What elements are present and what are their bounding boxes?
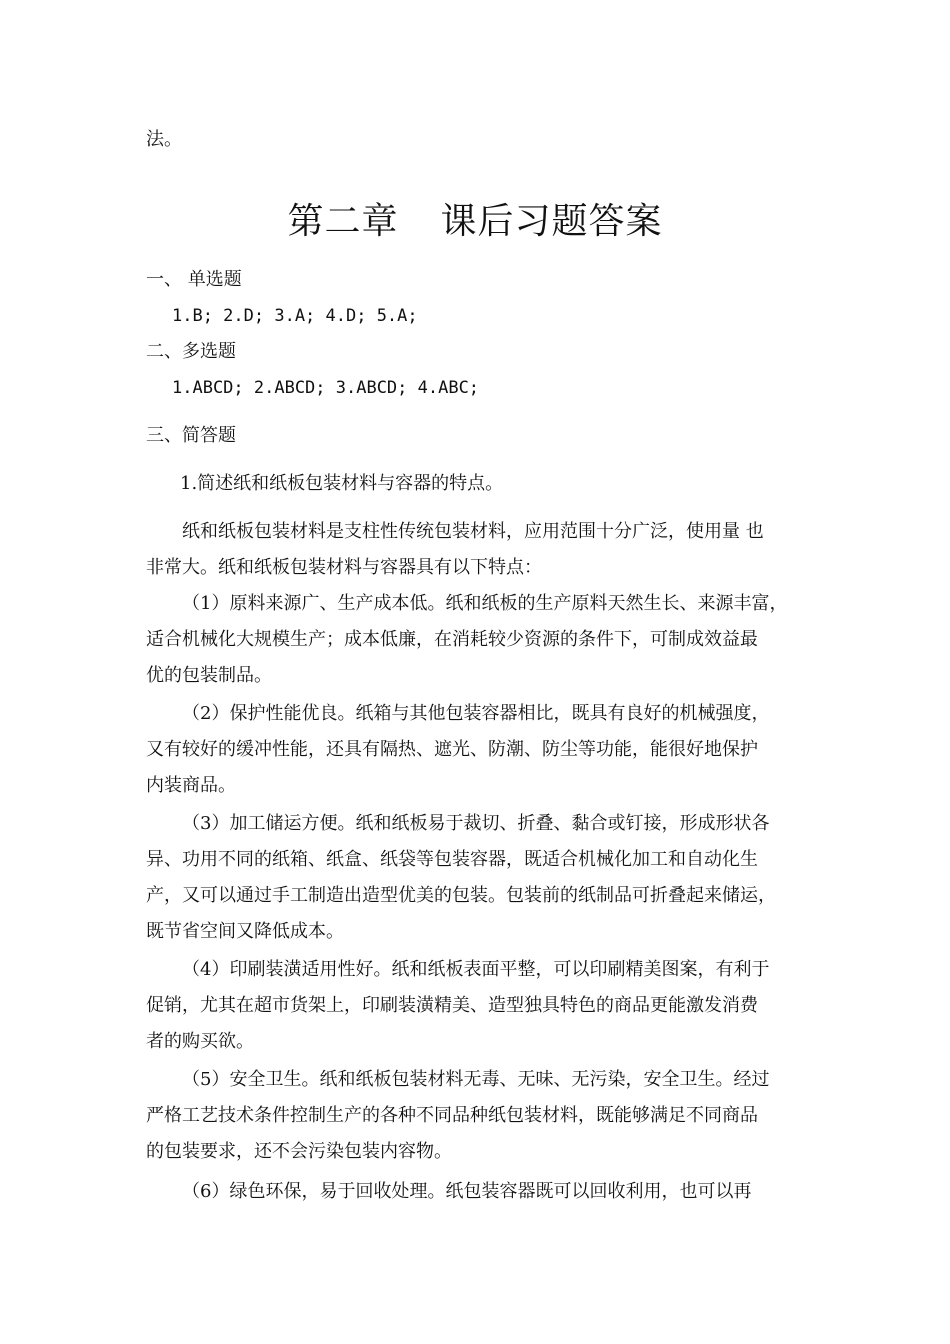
point-1-line: 适合机械化大规模生产；成本低廉，在消耗较少资源的条件下，可制成效益最 — [146, 629, 758, 650]
point-6-line: （6）绿色环保，易于回收处理。纸包装容器既可以回收利用，也可以再 — [182, 1181, 752, 1202]
multi-choice-answers: 1.ABCD; 2.ABCD; 3.ABCD; 4.ABC; — [172, 378, 480, 398]
point-2-line: 内装商品。 — [146, 775, 236, 796]
single-choice-answers: 1.B; 2.D; 3.A; 4.D; 5.A; — [172, 306, 418, 326]
point-5-line: 的包装要求，还不会污染包装内容物。 — [146, 1141, 452, 1162]
point-3-line: 产，又可以通过手工制造出造型优美的包装。包装前的纸制品可折叠起来储运， — [146, 885, 776, 906]
section-heading-single-choice: 一、 单选题 — [146, 269, 242, 290]
point-4-line: 者的购买欲。 — [146, 1031, 254, 1052]
question-title: 1.简述纸和纸板包装材料与容器的特点。 — [180, 473, 504, 494]
previous-page-fragment: 法。 — [146, 129, 182, 150]
point-3-line: （3）加工储运方便。纸和纸板易于裁切、折叠、黏合或钉接，形成形状各 — [182, 813, 770, 834]
point-2-line: 又有较好的缓冲性能，还具有隔热、遮光、防潮、防尘等功能，能很好地保护 — [146, 739, 758, 760]
point-4-line: （4）印刷装潢适用性好。纸和纸板表面平整，可以印刷精美图案，有利于 — [182, 959, 770, 980]
point-1-line: （1）原料来源广、生产成本低。纸和纸板的生产原料天然生长、来源丰富， — [182, 593, 788, 614]
point-2-line: （2）保护性能优良。纸箱与其他包装容器相比，既具有良好的机械强度， — [182, 703, 770, 724]
intro-line: 纸和纸板包装材料是支柱性传统包装材料，应用范围十分广泛，使用量 也 — [182, 521, 764, 542]
point-5-line: （5）安全卫生。纸和纸板包装材料无毒、无味、无污染，安全卫生。经过 — [182, 1069, 770, 1090]
point-1-line: 优的包装制品。 — [146, 665, 272, 686]
section-heading-multi-choice: 二、多选题 — [146, 341, 236, 362]
chapter-subtitle: 课后习题答案 — [440, 201, 663, 242]
intro-line: 非常大。纸和纸板包装材料与容器具有以下特点： — [146, 557, 542, 578]
point-3-line: 既节省空间又降低成本。 — [146, 921, 344, 942]
point-5-line: 严格工艺技术条件控制生产的各种不同品种纸包装材料，既能够满足不同商品 — [146, 1105, 758, 1126]
point-4-line: 促销，尤其在超市货架上，印刷装潢精美、造型独具特色的商品更能激发消费 — [146, 995, 758, 1016]
chapter-number: 第二章 — [287, 201, 399, 242]
point-3-line: 异、功用不同的纸箱、纸盒、纸袋等包装容器，既适合机械化加工和自动化生 — [146, 849, 758, 870]
chapter-title — [0, 198, 950, 246]
section-heading-short-answer: 三、简答题 — [146, 425, 236, 446]
